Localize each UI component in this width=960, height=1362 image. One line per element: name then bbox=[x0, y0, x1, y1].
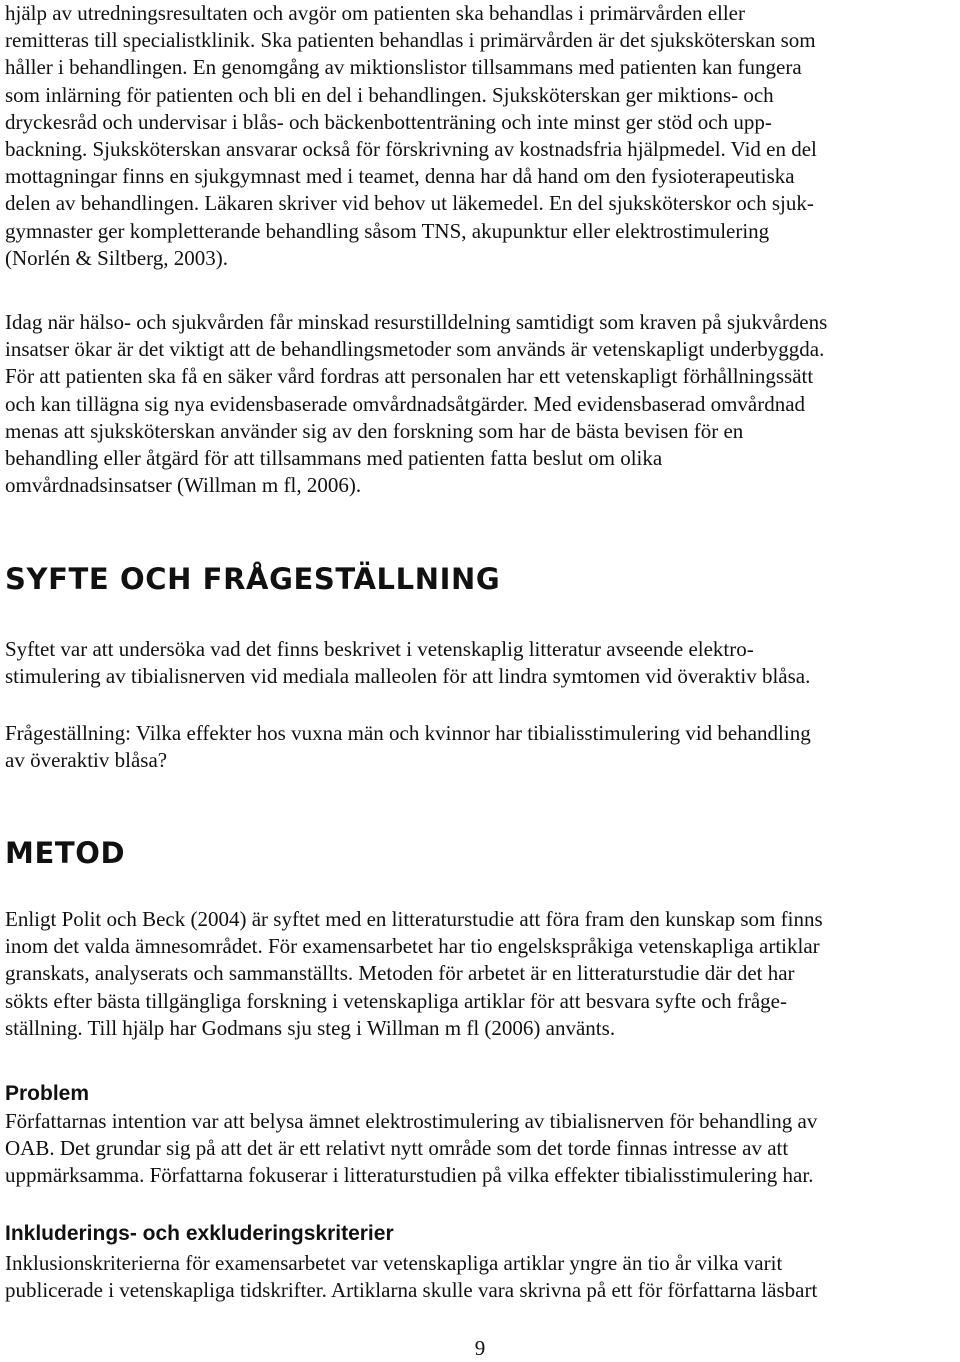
subheading-kriterier: Inkluderings- och exkluderingskriterier bbox=[5, 1222, 394, 1245]
text-line: backning. Sjuksköterskan ansvarar också för förskrivning av kostnadsfria hjälpmedel. Vid en del bbox=[5, 137, 817, 162]
text-line: menas att sjuksköterskan använder sig av den forskning som har de bästa bevisen för en bbox=[5, 418, 744, 443]
evidence-paragraph bbox=[5, 309, 955, 499]
intro-paragraph bbox=[5, 0, 955, 272]
aim-paragraph bbox=[5, 636, 955, 690]
text-line: Författarnas intention var att belysa ämnet elektrostimulering av tibialisnerven för behandling av bbox=[5, 1109, 818, 1133]
text-line: hjälp av utredningsresultaten och avgör om patienten ska behandlas i primärvården eller bbox=[5, 1, 745, 25]
text-line: stimulering av tibialisnerven vid mediala malleolen för att lindra symtomen vid överaktiv blåsa. bbox=[5, 664, 811, 689]
method-paragraph bbox=[5, 906, 955, 1042]
text-line: remitteras till specialistklinik. Ska patienten behandlas i primärvården är det sjuksköterskan som bbox=[5, 28, 816, 53]
text-line: sökts efter bästa tillgängliga forskning i vetenskapliga artiklar för att besvara syfte och fråge- bbox=[5, 988, 787, 1013]
text-line: (Norlén & Siltberg, 2003). bbox=[5, 245, 229, 270]
text-line: ställning. Till hjälp har Godmans sju steg i Willman m fl (2006) använts. bbox=[5, 1015, 616, 1040]
text-line: som inlärning för patienten och bli en del i behandlingen. Sjuksköterskan ger miktions- och bbox=[5, 82, 774, 107]
text-line: inom det valda ämnesområdet. För examensarbetet har tio engelskspråkiga vetenskapliga artiklar bbox=[5, 934, 820, 959]
text-line: och kan tillägna sig nya evidensbaserade omvårdnadsåtgärder. Med evidensbaserad omvårdnad bbox=[5, 391, 806, 416]
text-line: delen av behandlingen. Läkaren skriver vid behov ut läkemedel. En del sjuksköterskor och sjuk- bbox=[5, 191, 814, 216]
criteria-paragraph bbox=[5, 1250, 955, 1304]
question-paragraph bbox=[5, 720, 955, 774]
text-line: Syftet var att undersöka vad det finns beskrivet i vetenskaplig litteratur avseende elektro- bbox=[5, 637, 754, 661]
subheading-problem: Problem bbox=[5, 1082, 90, 1105]
section-heading-metod: METOD bbox=[5, 836, 126, 870]
page-number: 9 bbox=[474, 1336, 486, 1360]
text-line: dryckesråd och undervisar i blås- och bäckenbottenträning och inte minst ger stöd och upp- bbox=[5, 109, 772, 134]
text-line: Enligt Polit och Beck (2004) är syftet med en litteraturstudie att föra fram den kunskap som finns bbox=[5, 907, 823, 931]
text-line: gymnaster ger kompletterande behandling såsom TNS, akupunktur eller elektrostimulering bbox=[5, 218, 770, 243]
text-line: publicerade i vetenskapliga tidskrifter. Artiklarna skulle vara skrivna på ett för författarna läsbart bbox=[5, 1278, 818, 1303]
text-line: Idag när hälso- och sjukvården får minskad resurstilldelning samtidigt som kraven på sjukvårdens bbox=[5, 310, 828, 334]
text-line: Inklusionskriterierna för examensarbetet var vetenskapliga artiklar yngre än tio år vilka varit bbox=[5, 1251, 783, 1275]
text-line: behandling eller åtgärd för att tillsammans med patienten fatta beslut om olika bbox=[5, 446, 663, 471]
text-line: mottagningar finns en sjukgymnast med i teamet, denna har då hand om den fysioterapeutiska bbox=[5, 164, 795, 189]
text-line: omvårdnadsinsatser (Willman m fl, 2006). bbox=[5, 473, 362, 498]
text-line: Frågeställning: Vilka effekter hos vuxna män och kvinnor har tibialisstimulering vid behandling bbox=[5, 721, 811, 745]
text-line: OAB. Det grundar sig på att det är ett relativt nytt område som det torde finnas intresse av att bbox=[5, 1136, 789, 1161]
text-line: För att patienten ska få en säker vård fordras att personalen har ett vetenskapligt förhållningssätt bbox=[5, 364, 814, 389]
text-line: insatser ökar är det viktigt att de behandlingsmetoder som används är vetenskapligt underbyggda. bbox=[5, 337, 825, 362]
problem-paragraph bbox=[5, 1108, 955, 1190]
section-heading-syfte: SYFTE OCH FRÅGESTÄLLNING bbox=[5, 562, 501, 596]
text-line: uppmärksamma. Författarna fokuserar i litteraturstudien på vilka effekter tibialisstimulering har. bbox=[5, 1163, 814, 1188]
text-line: av överaktiv blåsa? bbox=[5, 748, 168, 773]
text-line: håller i behandlingen. En genomgång av miktionslistor tillsammans med patienten kan fungera bbox=[5, 55, 802, 80]
text-line: granskats, analyserats och sammanställts. Metoden för arbetet är en litteraturstudie där det har bbox=[5, 961, 795, 986]
